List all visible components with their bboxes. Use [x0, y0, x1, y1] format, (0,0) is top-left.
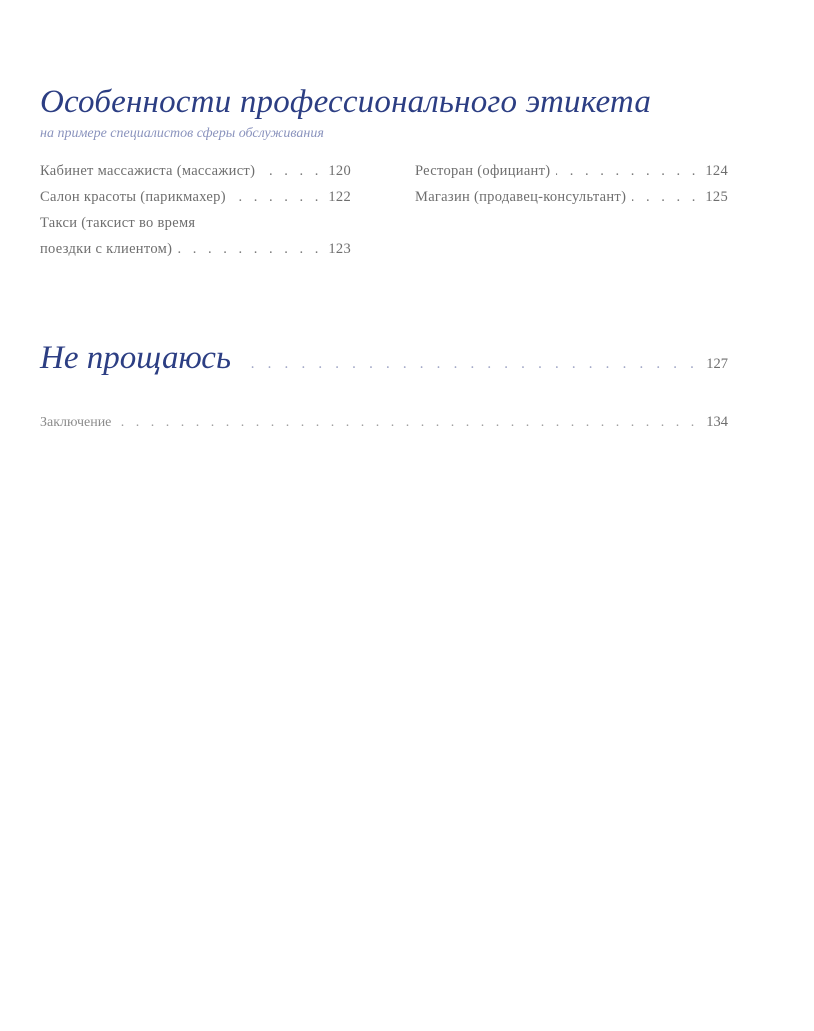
toc-entry-label: Кабинет массажиста (массажист): [40, 163, 256, 179]
toc-entry-taxi[interactable]: [40, 210, 351, 262]
toc-right-column: [415, 158, 728, 210]
toc-entry-massage[interactable]: [40, 158, 351, 184]
leader-dots: [245, 356, 698, 372]
leader-dots: [121, 415, 698, 431]
toc-entry-page: 120: [328, 163, 351, 179]
leader-dots: [261, 158, 322, 184]
toc-entry-restaurant[interactable]: [415, 158, 728, 184]
toc-entry-label: Ресторан (официант): [415, 163, 551, 179]
leader-dots: [178, 236, 322, 262]
toc-entry-beauty-salon[interactable]: [40, 184, 351, 210]
toc-entry-page: 122: [328, 189, 351, 205]
toc-entry-label: Салон красоты (парикмахер): [40, 189, 226, 205]
chapter-title: Не прощаюсь: [40, 340, 231, 376]
chapter-page: 127: [706, 356, 728, 372]
toc-entry-conclusion[interactable]: [40, 414, 728, 431]
toc-chapter-ne-proshchayus[interactable]: [40, 340, 728, 377]
toc-entry-shop[interactable]: [415, 184, 728, 210]
toc-entry-page: 124: [705, 163, 728, 179]
toc-entry-label: Магазин (продавец-консультант): [415, 189, 627, 205]
conclusion-label: Заключение: [40, 415, 112, 430]
toc-entry-label-line1: Такси (таксист во время: [40, 215, 196, 231]
section-title: Особенности профессионального этикета: [40, 84, 652, 120]
leader-dots: [556, 158, 699, 184]
toc-left-column: [40, 158, 351, 262]
leader-dots: [632, 184, 699, 210]
toc-entry-page: 123: [328, 241, 351, 257]
toc-entry-page: 125: [705, 189, 728, 205]
leader-dots: [232, 184, 323, 210]
section-subtitle: на примере специалистов сферы обслуживания: [40, 126, 324, 141]
toc-entry-label-line2: поездки с клиентом): [40, 241, 173, 257]
conclusion-page: 134: [706, 414, 728, 430]
